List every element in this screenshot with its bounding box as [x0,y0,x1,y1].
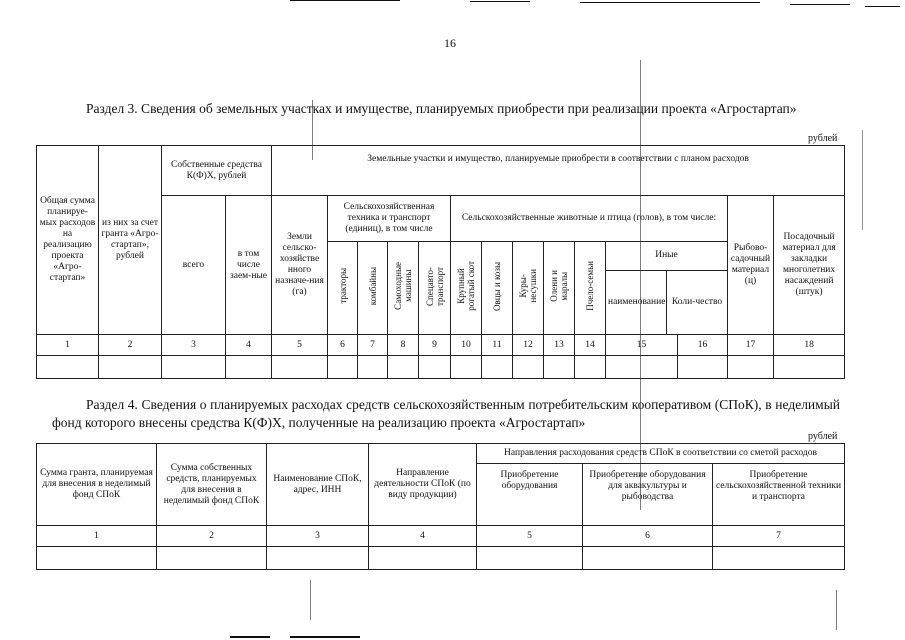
col-number: 6 [583,526,713,547]
table-cell [99,356,162,379]
header-spending-directions: Направления расходования средств СПоК в соответствии со сметой расходов [477,444,845,464]
table-cell [482,356,513,379]
header-hens: Куры- несушки [513,242,544,335]
col-number: 1 [37,335,99,356]
table-cell [477,547,583,570]
col-number: 4 [226,335,272,356]
col-number: 17 [728,335,774,356]
section4-title: Раздел 4. Сведения о планируемых расходах средств сельскохозяйственным потребительским кооперативом (СПоК), в неделимый фонд которого внесены средства К(Ф)Х, полученные на реализацию проекта «Агростартап» [52,397,840,430]
col-number: 15 [606,335,678,356]
col-number: 8 [388,335,419,356]
header-own-sum: Сумма собственных средств, планируемых для внесения в неделимый фонд СПоК [157,444,267,526]
col-number: 11 [482,335,513,356]
section4-number-row [37,526,845,547]
table-cell [451,356,482,379]
section3-empty-row [37,356,845,379]
table-cell [226,356,272,379]
col-number: 18 [774,335,845,356]
header-equipment: Приобретение оборудования [477,464,583,526]
table-cell [328,356,358,379]
col-number: 5 [272,335,328,356]
table-cell [358,356,388,379]
header-planting-material: Посадочный материал для закладки многолетних насаждений (штук) [774,196,845,335]
header-sheep-goats: Овцы и козы [482,242,513,335]
col-number: 7 [358,335,388,356]
table-cell [388,356,419,379]
col-number: 4 [369,526,477,547]
table-cell [369,547,477,570]
header-total-sum: Общая сумма планируе-мых расходов на реализацию проекта «Агро-стартап» [37,146,99,335]
header-combines: комбайны [358,242,388,335]
header-land: Земли сельско-хозяйстве нного назначе-ния (га) [272,196,328,335]
header-self-propelled: Самоходные машины [388,242,419,335]
header-deer: Олени и маралы [544,242,575,335]
col-number: 1 [37,526,157,547]
header-other: Иные [606,242,727,270]
scan-line-bottom-1 [230,636,270,638]
scan-line-top-1 [290,0,400,1]
table-cell [419,356,451,379]
table-cell [678,356,728,379]
page-number: 16 [444,36,456,50]
table-cell [583,547,713,570]
header-tractors: тракторы [328,242,358,335]
table-cell [272,356,328,379]
scan-line-top-5 [865,6,900,7]
header-grant-sum: из них за счет гранта «Агро-стартап», рублей [99,146,162,335]
header-cattle: Крупный рогатый скот [451,242,482,335]
header-fish-material: Рыбово-садочный материал (ц) [728,196,774,335]
col-number: 2 [99,335,162,356]
table-cell [606,356,678,379]
section4-unit: рублей [808,431,838,442]
table-cell [575,356,606,379]
header-machinery: Сельскохозяйственная техника и транспорт (единиц), в том числе [328,196,451,242]
col-number: 3 [267,526,369,547]
header-animals: Сельскохозяйственные животные и птица (голов), в том числе: [451,196,728,242]
col-number: 9 [419,335,451,356]
scan-line-vert-5 [862,130,863,230]
header-other-name: наименование [606,270,667,334]
header-spok-direction: Направление деятельности СПоК (по виду продукции) [369,444,477,526]
col-number: 5 [477,526,583,547]
section3-table [36,145,845,379]
table-cell [162,356,226,379]
section4-table [36,443,845,570]
table-cell [713,547,845,570]
header-special-transport: Спецавто- транспорт [419,242,451,335]
col-number: 13 [544,335,575,356]
table-cell [37,356,99,379]
header-grant-sum: Сумма гранта, планируемая для внесения в неделимый фонд СПоК [37,444,157,526]
col-number: 16 [678,335,728,356]
header-bees: Пчело-семьи [575,242,606,335]
section3-unit: рублей [808,133,838,144]
header-own-borrowed: в том числе заем-ные [226,196,272,335]
section4-empty-row [37,547,845,570]
col-number: 2 [157,526,267,547]
header-other-wrap [606,242,728,335]
table-cell [37,547,157,570]
table-cell [267,547,369,570]
table-cell [157,547,267,570]
table-cell [774,356,845,379]
header-own-total: всего [162,196,226,335]
table-cell [544,356,575,379]
scan-line-top-4 [790,4,850,5]
col-number: 12 [513,335,544,356]
section3-title: Раздел 3. Сведения об земельных участках и имуществе, планируемых приобрести при реализации проекта «Агростартап» [86,101,797,116]
col-number: 7 [713,526,845,547]
scan-line-bottom-2 [290,636,360,638]
col-number: 10 [451,335,482,356]
scan-line-vert-4 [836,590,837,630]
section3-number-row [37,335,845,356]
header-machinery: Приобретение сельскохозяйственной техники и транспорта [713,464,845,526]
header-aqua-equipment: Приобретение оборудования для аквакультуры и рыбоводства [583,464,713,526]
scan-line-vert-3 [310,580,311,620]
scan-line-top-3 [580,2,760,3]
col-number: 3 [162,335,226,356]
header-land-property: Земельные участки и имущество, планируемые приобрести в соответствии с планом расходов [272,146,845,196]
header-other-qty: Коли-чество [671,296,723,307]
header-own-funds: Собственные средства К(Ф)Х, рублей [162,146,272,196]
header-spok-name: Наименование СПоК, адрес, ИНН [267,444,369,526]
table-cell [728,356,774,379]
col-number: 14 [575,335,606,356]
col-number: 6 [328,335,358,356]
scan-line-top-2 [470,1,530,2]
table-cell [513,356,544,379]
